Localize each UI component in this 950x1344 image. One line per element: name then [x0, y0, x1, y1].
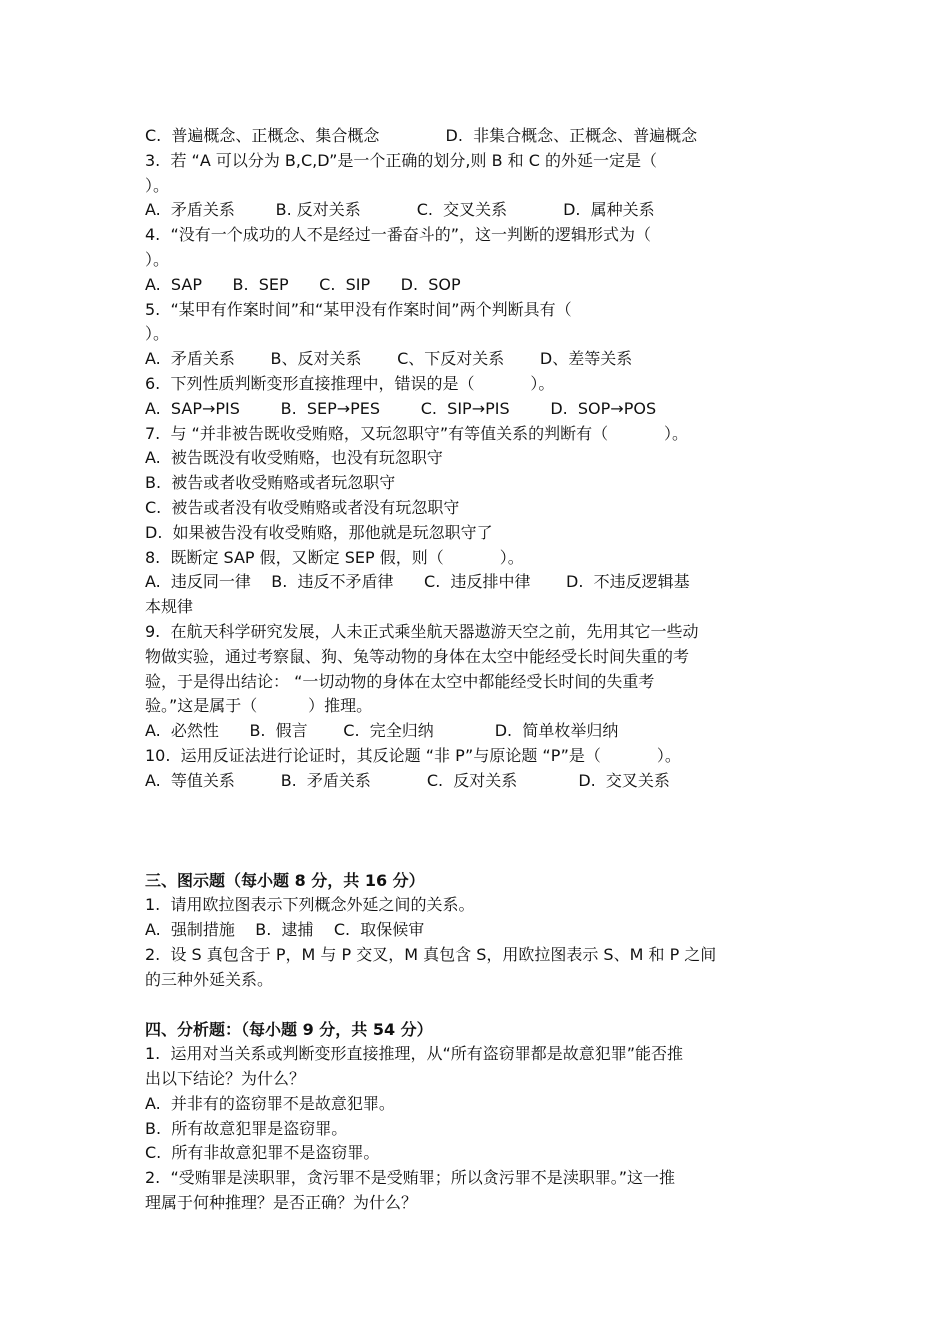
text-line: ）。 — [145, 175, 170, 195]
question-7: 7. 与 “并非被告既收受贿赂，又玩忽职守”有等值关系的判断有（ ）。 — [145, 423, 689, 443]
section-4-heading: 四、分析题：（每小题 9 分，共 54 分） — [145, 1019, 433, 1039]
question-10: 10. 运用反证法进行论证时，其反论题 “非 P”与原论题 “P”是（ ）。 — [145, 745, 681, 765]
text-line: ）。 — [145, 249, 170, 269]
text-line: 出以下结论？为什么？ — [145, 1069, 306, 1089]
text-line: C. 所有非故意犯罪不是盗窃罪。 — [145, 1143, 380, 1163]
question-9: 9. 在航天科学研究发展，人未正式乘坐航天器遨游天空之前，先用其它一些动 — [145, 621, 699, 641]
text-line: 验，于是得出结论： “一切动物的身体在太空中都能经受长时间的失重考 — [145, 671, 655, 691]
text-line: 2. 设 S 真包含于 P，M 与 P 交叉，M 真包含 S，用欧拉图表示 S、M 和 P 之间 — [145, 944, 717, 964]
options-line: A. 违反同一律 B. 违反不矛盾律 C. 违反排中律 D. 不违反逻辑基 — [145, 572, 690, 592]
text-line: 物做实验，通过考察鼠、狗、兔等动物的身体在太空中能经受长时间失重的考 — [145, 646, 690, 666]
text-line: 理属于何种推理？是否正确？为什么？ — [145, 1193, 418, 1213]
question-3: 3. 若 “A 可以分为 B,C,D”是一个正确的划分,则 B 和 C 的外延一定是（ — [145, 150, 658, 170]
option-b: B. 被告或者收受贿赂或者玩忽职守 — [145, 473, 396, 493]
text-line: 的三种外延关系。 — [145, 969, 274, 989]
options-line: A. 矛盾关系 B、反对关系 C、下反对关系 D、差等关系 — [145, 349, 633, 369]
option-c: C. 被告或者没有收受贿赂或者没有玩忽职守 — [145, 497, 460, 517]
text-line: ）。 — [145, 324, 170, 344]
text-line: 验。”这是属于（ ）推理。 — [145, 696, 373, 716]
text-line: 2. “受贿罪是渎职罪，贪污罪不是受贿罪；所以贪污罪不是渎职罪。”这一推 — [145, 1168, 676, 1188]
question-6: 6. 下列性质判断变形直接推理中，错误的是（ ）。 — [145, 373, 555, 393]
options-line: A. 必然性 B. 假言 C. 完全归纳 D. 简单枚举归纳 — [145, 721, 619, 741]
question-4: 4. “没有一个成功的人不是经过一番奋斗的”，这一判断的逻辑形式为（ — [145, 225, 652, 245]
options-line: A. SAP→PIS B. SEP→PES C. SIP→PIS D. SOP→POS — [145, 398, 657, 418]
text-line: 本规律 — [145, 597, 194, 617]
option-d: D. 如果被告没有收受贿赂，那他就是玩忽职守了 — [145, 522, 493, 542]
document-page — [145, 124, 810, 1216]
options-line: A. 矛盾关系 B. 反对关系 C. 交叉关系 D. 属种关系 — [145, 200, 655, 220]
text-line: 1. 运用对当关系或判断变形直接推理，从“所有盗窃罪都是故意犯罪”能否推 — [145, 1044, 684, 1064]
text-line: A. 并非有的盗窃罪不是故意犯罪。 — [145, 1093, 395, 1113]
options-line: A. SAP B. SEP C. SIP D. SOP — [145, 274, 461, 294]
text-line: B. 所有故意犯罪是盗窃罪。 — [145, 1118, 348, 1138]
question-8: 8. 既断定 SAP 假，又断定 SEP 假，则（ ）。 — [145, 547, 524, 567]
text-line: C. 普遍概念、正概念、集合概念 D. 非集合概念、正概念、普遍概念 — [145, 126, 698, 145]
text-line: A. 强制措施 B. 逮捕 C. 取保候审 — [145, 920, 425, 940]
question-5: 5. “某甲有作案时间”和“某甲没有作案时间”两个判断具有（ — [145, 299, 572, 319]
text-line: 1. 请用欧拉图表示下列概念外延之间的关系。 — [145, 895, 475, 915]
option-a: A. 被告既没有收受贿赂，也没有玩忽职守 — [145, 448, 443, 468]
section-3-heading: 三、图示题（每小题 8 分，共 16 分） — [145, 870, 425, 890]
options-line: A. 等值关系 B. 矛盾关系 C. 反对关系 D. 交叉关系 — [145, 770, 670, 790]
